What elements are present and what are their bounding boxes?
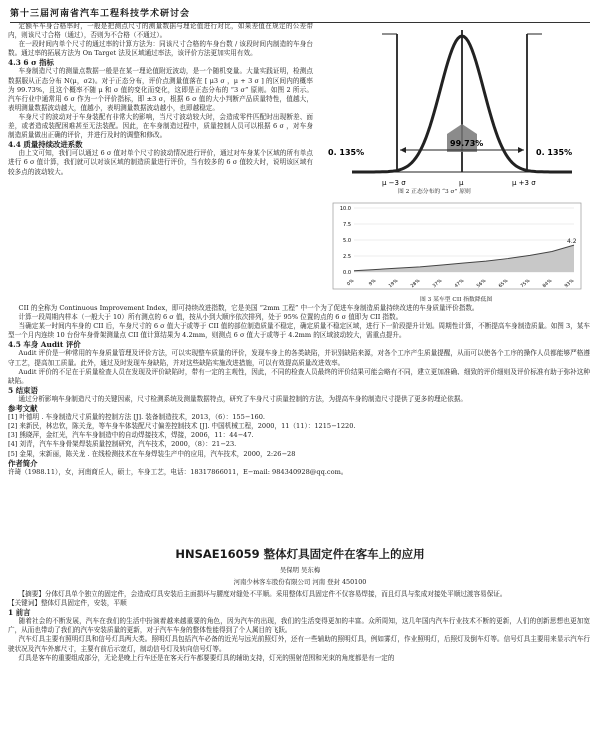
right-tail-label: 0. 135% xyxy=(536,148,573,157)
cii-ytick: 2.5 xyxy=(343,254,351,260)
full-para-2: 当确定某一时间内车身的 CII 后，车身尺寸的 6 σ 值大于或等于 CII 值的部位制造质量不稳定，确定质量不稳定区域，进行下一阶段提升计划。周期性计算，不断提高车身制造质量。如图 3，某车型一个月内连续 10 台份车身骨架测量点 CII 值计算结果为 4.2mm，则测点 6 σ 值大于或等于 4.2mm 的区域波动较大，需重点提升。 xyxy=(8,322,590,340)
cii-xtick: 75% xyxy=(520,278,532,290)
cii-ytick: 5.0 xyxy=(343,238,351,244)
cii-xtick: 84% xyxy=(542,278,554,290)
axis-label-right: μ +3 σ xyxy=(512,179,536,187)
reference-4: [4] 刘青，汽车车身骨架焊装质量控制研究，汽车技术，2000，（8）：21−23. xyxy=(8,440,237,449)
full-para-7: 通过分析影响车身制造尺寸的关键因素，尺寸检测系统及测量数据特点，研究了车身尺寸质量控制的方法，为提高车身的制造尺寸提供了更多的理论依据。 xyxy=(18,394,467,403)
cii-xtick: 47% xyxy=(454,278,466,290)
reference-1: [1] 叶德明 . 车身制造尺寸质量的控制方法 [J]. 装备制造技术，2013，（6）：155−160. xyxy=(8,413,265,422)
figure-3-caption: 图 3 某车型 CII 指数降低图 xyxy=(420,297,493,303)
reference-2: [2] 来新民，林忠钦，陈关龙，等车身车体装配尺寸偏差控制技术 [J]. 中国机械工程，2000，11（11）：1215−1220. xyxy=(8,422,356,431)
article2-authors: 吴保明 吴东梅 xyxy=(279,566,321,574)
keywords: 【关键词】整体灯具固定件，安装，平顺 xyxy=(8,599,127,608)
full-para-1: 计算一段周期内样本（一般大于 10）所有测点的 6 σ 值，按从小到大顺序依次排列，处于 95% 位置的点的 6 σ 值即为 CII 指数。 xyxy=(18,313,403,322)
figure-normal-distribution xyxy=(322,22,587,197)
full-heading-3: 4.5 车身 Audit 评价 xyxy=(8,340,81,350)
reference-5: [5] 金果，宋新丽，陈关龙 . 在线检测技术在车身焊装生产中的应用，汽车技术，2000，2:26−28 xyxy=(8,449,296,458)
full-width-text xyxy=(8,304,590,477)
cii-xtick: 28% xyxy=(410,278,422,290)
author-info-heading: 作者简介 xyxy=(8,458,38,468)
cii-xtick: 65% xyxy=(498,278,510,290)
axis-label-left: μ −3 σ xyxy=(382,179,406,187)
cii-xtick: 9% xyxy=(368,278,378,288)
page-header: 第十三届河南省汽车工程科技学术研讨会 xyxy=(10,6,590,23)
cii-ytick: 7.5 xyxy=(343,222,351,228)
cii-xtick: 56% xyxy=(476,278,488,290)
cii-xtick: 0% xyxy=(346,278,356,288)
figure-2-caption: 图 2 正态分布的 “3 σ” 原则 xyxy=(398,189,471,195)
article2-title: HNSAE16059 整体灯具固定件在客车上的应用 xyxy=(175,547,425,561)
figure-cii-chart xyxy=(332,202,582,290)
left-para-1: 在一段时间内单个尺寸的通过率的计算方法为：同该尺寸合格的车身台数 / 该段时间内制造的车身台数。通过率的拓展方法为 On Target 法及区域通过率法，该评价方法更加实用有效。 xyxy=(8,40,313,58)
left-column xyxy=(8,22,313,177)
section-heading: 1 前言 xyxy=(8,608,31,618)
author-info-text: 许琦（1988.11），女，河南商丘人，硕士，车身工艺，电话：18317866011，E−mail: 984340928@qq.com。 xyxy=(8,467,348,476)
left-heading-5: 4.4 质量持续改进系数 xyxy=(8,140,83,150)
left-para-6: 由上文可知，我们可以通过 6 σ 值对单个尺寸的波动情况进行评价，通过对车身某个区域的所有单点进行 6 σ 值计算，我们就可以对该区域的制造质量进行评价，当有较多的 6 σ 值较大时，说明该区域有较多点的波动较大。 xyxy=(8,149,313,176)
full-para-5: Audit 评价的不足在于质量检查人员在发现及评价缺陷时，带有一定的主观性，因此，不同的检查人员最终的评价结果可能会略有不同，建立更加准确、细致的评价细则及评价标准有助于弥补这种缺陷。 xyxy=(8,367,590,385)
cii-ytick: 10.0 xyxy=(339,206,351,212)
cii-xtick: 37% xyxy=(432,278,444,290)
axis-label-center: μ xyxy=(459,179,464,187)
left-para-0: 定额车车身合格率时，一般是把测点尺寸的测量数据与理论值进行对比，如果差值在规定的公差带内，则该尺寸合格（通过），否则为不合格（不通过）。 xyxy=(8,22,313,40)
article2-body xyxy=(8,590,590,663)
reference-3: [3] 熊晓萍，金红光，汽车车身制造中的自动焊接技术，焊接，2006，11：44−47. xyxy=(8,431,254,440)
full-para-4: Audit 评价是一种常用的车身质量管理及评价方法，可以实现整车质量的评价，发现车身上的各类缺陷，并识别缺陷来源，对各个工序产生质量提醒，从而可以使各个工序的操作人员都能够严格遵守工艺，提高加工质量。此外，通过及时发现车身缺陷，并对这些缺陷实施改进措施，可以有效提高质量改进效率。 xyxy=(8,349,590,367)
full-heading-6: 5 结束语 xyxy=(8,385,38,395)
cii-annotation: 4.2 xyxy=(567,238,577,246)
center-percent-label: 99.73% xyxy=(450,139,484,148)
left-para-4: 车身尺寸的波动对于车身装配有非常大的影响，当尺寸波动较大时，会造成零件匹配时出现断差、面差，或者造成装配困难甚至无法装配。因此，在车身制造过程中，质量控制人员可以根据 6 σ ，对车身制造质量做出正确的评价，并进行及时的调整和修改。 xyxy=(8,112,313,140)
cii-area xyxy=(354,245,574,272)
cii-xtick: 93% xyxy=(564,278,576,290)
left-para-3: 车身制造尺寸的测量点数据一般是在某一理论值附近波动，是一个随机变量。大量实践证明，检测点数据服从正态分布 N(μ，σ2)。对于正态分布，评价点测量值落在 [ μ3 σ ，μ + 3 σ ] 的区间内的概率为 99.73%，且这个概率不随 μ 和 σ 值的变化而变化，这即是正态分布的 “3 σ” 原则。如图 2 所示。汽车行业中通常用 6 σ 作为一个评价指标，即 ±3 σ，根据 6 σ 值的大小判断产品质量特性，值越大，表明测量数据波动越大，值越小，表明测量数据波动越小，也即越稳定。 xyxy=(8,67,313,112)
cii-xtick: 19% xyxy=(388,278,400,290)
article2-affiliation: 河南少林客车股份有限公司 河南 登封 450100 xyxy=(233,578,367,586)
full-para-0: CII 的全称为 Continuous Improvement Index，即可持续改进指数，它是美国 “2mm 工程” 中一个为了促进车身制造质量持续改进的车身质量评价指数。 xyxy=(18,304,479,312)
cii-ytick: 0.0 xyxy=(343,270,351,276)
left-tail-label: 0. 135% xyxy=(328,148,365,157)
article2-para-1: 随着社会的不断发展，汽车在我们的生活中扮演着越来越重要的角色，因为汽车的出现，我们的生活变得更加的丰富。众所周知，这几年国内汽车行业技术不断的更新，人们的创新思想也更加宽广，从而也带动了我们的汽车安装质量的更新，对于汽车车身的整体性能得到了个人属目的飞跃。 xyxy=(8,617,590,635)
full-heading-8: 参考文献 xyxy=(8,404,38,414)
left-heading-2: 4.3 6 σ 指标 xyxy=(8,58,54,68)
article2-para-3: 灯具是客车的重要组成部分，无论是晚上行车还是在客天行车都要要灯具的辅助支持，灯光的照射范围和光束的角度都是有一定的 xyxy=(18,653,395,662)
abstract: 【摘要】分体灯具单个独立的固定件，会造成灯具安装后主面损坏与腰度对缝处不平顺。采用整体灯具固定件不仅容易焊接，而且灯具与浆成对接处平顺过渡容易保证。 xyxy=(18,590,507,598)
article2-para-2: 汽车灯具主要有照明灯具和信号灯具两大类。照明灯具包括汽车必备的近光与远光前照灯外，还有一些辅助的照明灯具，例如雾灯，作业照明灯，后照灯及倒车灯等。信号灯具主要用来显示汽车行驶状况及汽车外廓尺寸，主要有前后示宽灯，制动信号灯及转向信号灯等。 xyxy=(8,635,590,653)
